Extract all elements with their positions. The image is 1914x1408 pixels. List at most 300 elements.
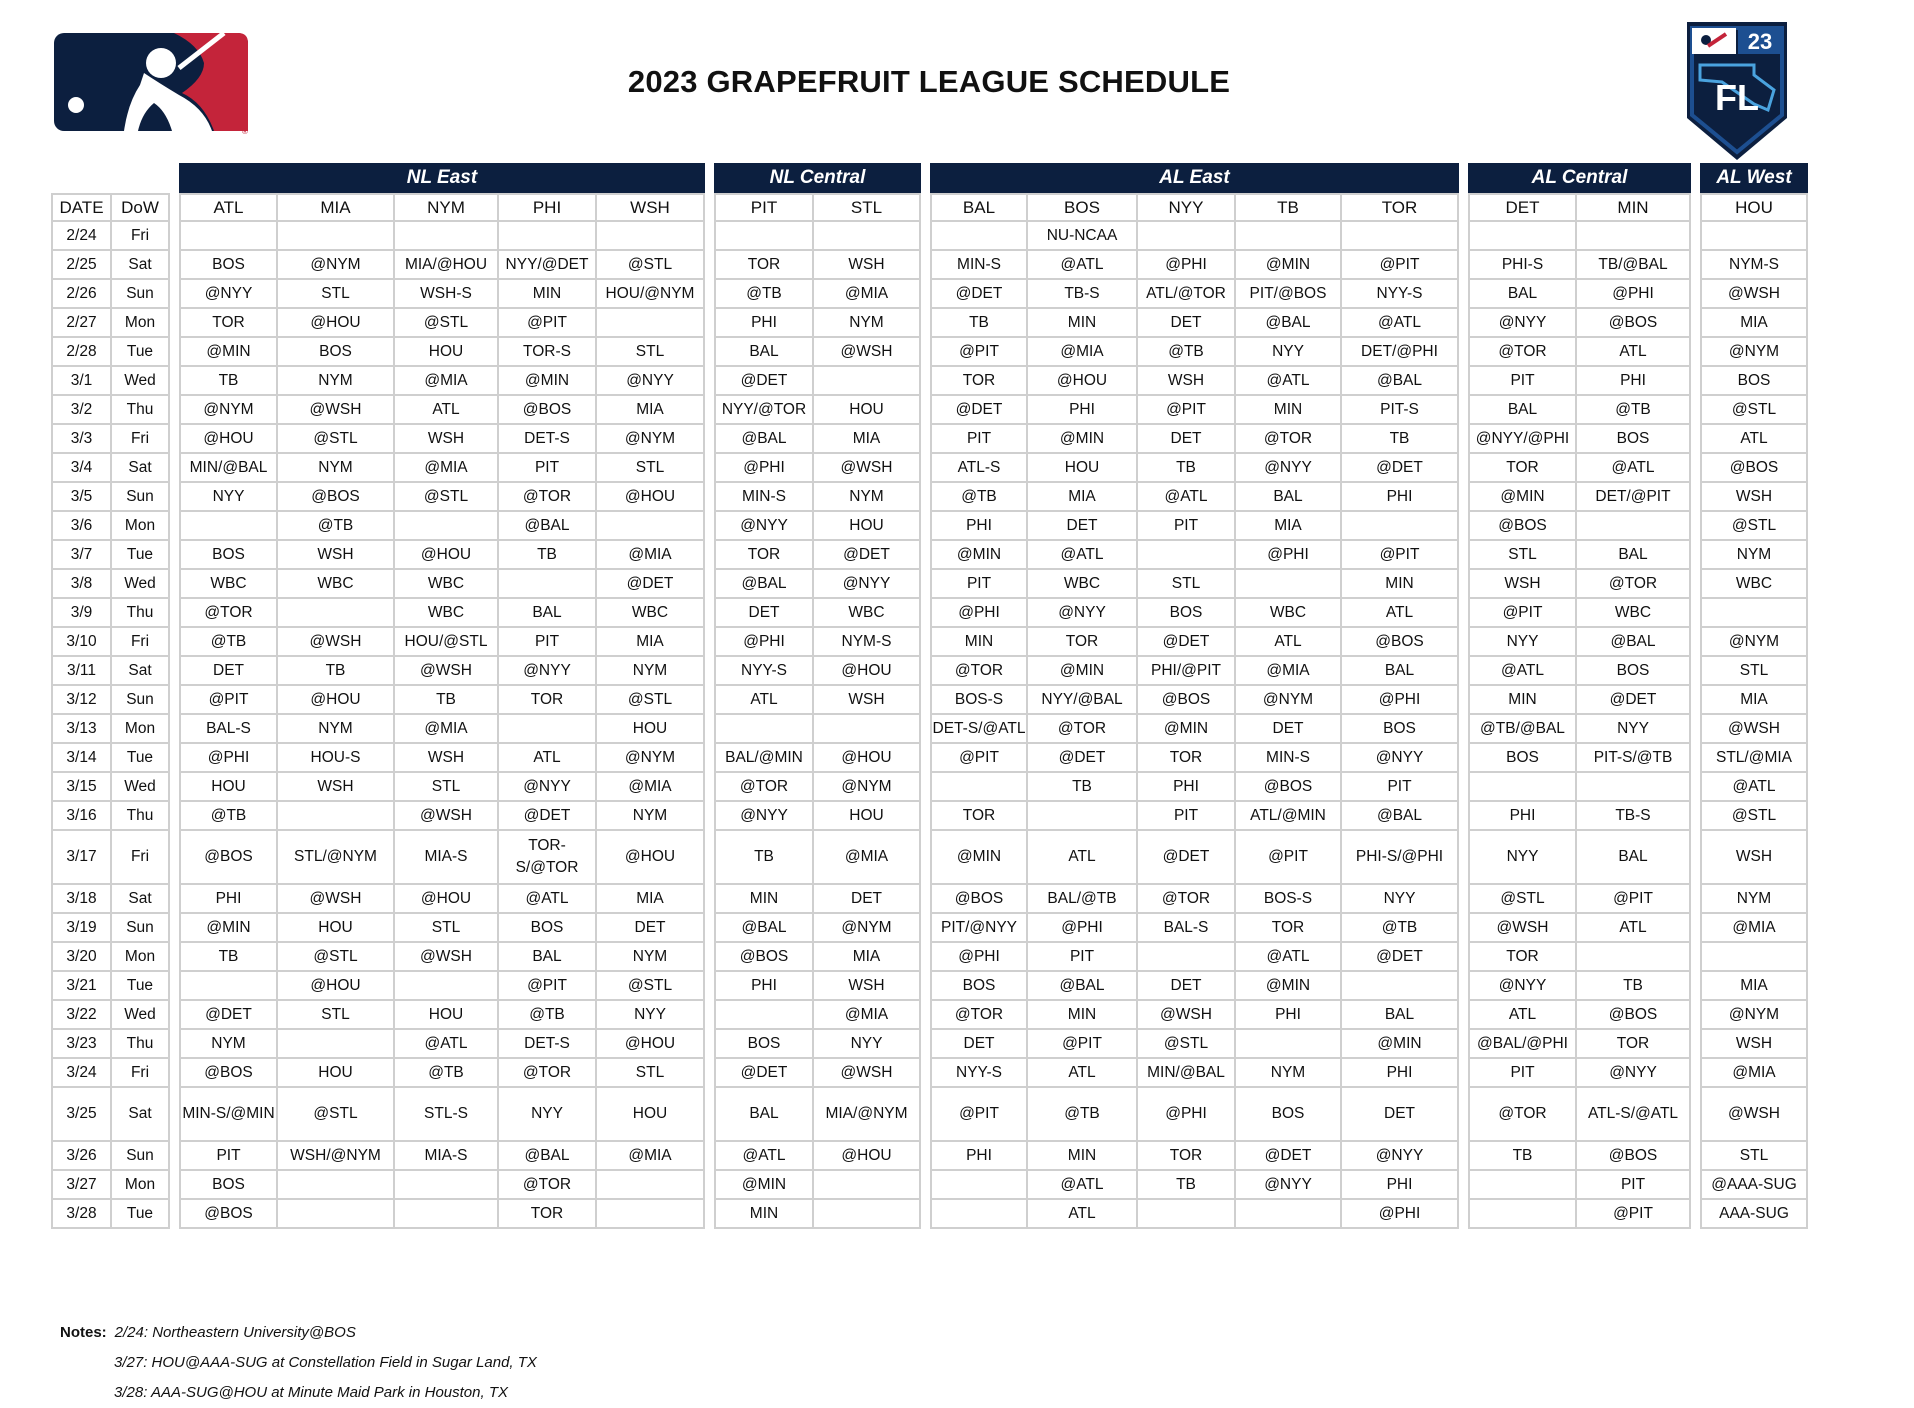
game-cell: MIN bbox=[1342, 570, 1459, 599]
game-cell: BOS-S bbox=[930, 686, 1028, 715]
game-cell: @PIT bbox=[1138, 396, 1236, 425]
game-cell: NYY bbox=[1342, 885, 1459, 914]
game-cell: TB bbox=[1138, 1171, 1236, 1200]
game-cell: MIN/@BAL bbox=[1138, 1059, 1236, 1088]
game-cell: MIN bbox=[714, 1200, 814, 1229]
game-cell: MIA bbox=[597, 396, 705, 425]
game-cell: NYM-S bbox=[814, 628, 921, 657]
game-cell: @TOR bbox=[1138, 885, 1236, 914]
schedule-row bbox=[51, 1171, 1808, 1200]
game-cell: MIN-S bbox=[1236, 744, 1342, 773]
game-cell: BAL bbox=[1468, 396, 1577, 425]
game-cell: @BOS bbox=[1577, 1001, 1691, 1030]
schedule-row bbox=[51, 885, 1808, 914]
game-cell: @MIN bbox=[1138, 715, 1236, 744]
game-cell: @ATL bbox=[1236, 943, 1342, 972]
game-cell: DET-S/@ATL bbox=[930, 715, 1028, 744]
game-cell: @HOU bbox=[278, 309, 395, 338]
game-cell: TB bbox=[1577, 972, 1691, 1001]
game-cell: PHI/@PIT bbox=[1138, 657, 1236, 686]
game-cell: @PHI bbox=[930, 599, 1028, 628]
game-cell: @NYM bbox=[597, 425, 705, 454]
date-cell: 3/27 bbox=[51, 1171, 112, 1200]
schedule-row bbox=[51, 251, 1808, 280]
game-cell: @BOS bbox=[1342, 628, 1459, 657]
game-cell: @STL bbox=[597, 686, 705, 715]
game-cell: @PIT bbox=[1577, 1200, 1691, 1229]
game-cell: TOR bbox=[1138, 1142, 1236, 1171]
game-cell: ATL bbox=[1577, 338, 1691, 367]
game-cell: WBC bbox=[597, 599, 705, 628]
division-header: AL West bbox=[1700, 163, 1808, 193]
game-cell: @BAL bbox=[499, 512, 597, 541]
game-cell: @NYM bbox=[278, 251, 395, 280]
game-cell: @ATL bbox=[499, 885, 597, 914]
schedule-row bbox=[51, 512, 1808, 541]
game-cell: @MIA bbox=[814, 280, 921, 309]
game-cell: MIA-S bbox=[395, 1142, 499, 1171]
game-cell: MIN-S bbox=[714, 483, 814, 512]
date-cell: 3/19 bbox=[51, 914, 112, 943]
date-cell: 3/6 bbox=[51, 512, 112, 541]
game-cell: MIN-S bbox=[930, 251, 1028, 280]
game-cell: @STL bbox=[597, 972, 705, 1001]
game-cell bbox=[395, 972, 499, 1001]
game-cell: PIT bbox=[499, 628, 597, 657]
game-cell: @BAL bbox=[714, 425, 814, 454]
game-cell: BAL bbox=[1342, 1001, 1459, 1030]
game-cell: @MIN bbox=[1028, 657, 1138, 686]
game-cell: @WSH bbox=[278, 885, 395, 914]
date-cell: 3/25 bbox=[51, 1088, 112, 1142]
schedule-row bbox=[51, 483, 1808, 512]
schedule-table bbox=[51, 163, 1808, 1229]
game-cell: @TOR bbox=[499, 1171, 597, 1200]
game-cell: @MIN bbox=[1236, 972, 1342, 1001]
dow-cell: Wed bbox=[112, 570, 170, 599]
game-cell: NYM-S bbox=[1700, 251, 1808, 280]
game-cell: @NYM bbox=[1700, 1001, 1808, 1030]
game-cell: HOU bbox=[395, 1001, 499, 1030]
game-cell: @NYM bbox=[814, 773, 921, 802]
game-cell: PHI bbox=[930, 512, 1028, 541]
game-cell: BOS bbox=[499, 914, 597, 943]
game-cell: PIT-S/@TB bbox=[1577, 744, 1691, 773]
dow-cell: Wed bbox=[112, 367, 170, 396]
game-cell: DET bbox=[597, 914, 705, 943]
game-cell: TB bbox=[179, 943, 278, 972]
game-cell: @NYY/@PHI bbox=[1468, 425, 1577, 454]
team-column-header: BAL bbox=[930, 193, 1028, 222]
note-line: 3/28: AAA-SUG@HOU at Minute Maid Park in Houston, TX bbox=[114, 1384, 508, 1401]
game-cell: @MIN bbox=[1342, 1030, 1459, 1059]
game-cell: @DET bbox=[1138, 628, 1236, 657]
game-cell: MIN bbox=[1028, 1001, 1138, 1030]
game-cell: @HOU bbox=[814, 744, 921, 773]
game-cell: @NYM bbox=[1700, 628, 1808, 657]
game-cell: STL bbox=[395, 773, 499, 802]
game-cell: @STL bbox=[1700, 396, 1808, 425]
game-cell: @TB bbox=[1577, 396, 1691, 425]
game-cell: BOS bbox=[1342, 715, 1459, 744]
dow-cell: Thu bbox=[112, 1030, 170, 1059]
game-cell: @BAL bbox=[714, 570, 814, 599]
game-cell: @PHI bbox=[930, 943, 1028, 972]
game-cell bbox=[1577, 222, 1691, 251]
game-cell: @STL bbox=[1138, 1030, 1236, 1059]
game-cell: BAL/@TB bbox=[1028, 885, 1138, 914]
date-cell: 2/24 bbox=[51, 222, 112, 251]
game-cell: @TB bbox=[1342, 914, 1459, 943]
division-header: AL Central bbox=[1468, 163, 1691, 193]
game-cell bbox=[930, 222, 1028, 251]
game-cell: @TB bbox=[1138, 338, 1236, 367]
game-cell: WSH bbox=[1138, 367, 1236, 396]
game-cell: PHI bbox=[1138, 773, 1236, 802]
game-cell: BAL bbox=[1577, 831, 1691, 885]
game-cell: BOS bbox=[1577, 425, 1691, 454]
game-cell: NU-NCAA bbox=[1028, 222, 1138, 251]
game-cell: @NYM bbox=[1700, 338, 1808, 367]
dow-cell: Fri bbox=[112, 831, 170, 885]
game-cell: @NYY bbox=[499, 657, 597, 686]
schedule-row bbox=[51, 773, 1808, 802]
game-cell: @MIN bbox=[179, 338, 278, 367]
team-column-header: TOR bbox=[1342, 193, 1459, 222]
game-cell: @ATL bbox=[395, 1030, 499, 1059]
game-cell: @STL bbox=[597, 251, 705, 280]
game-cell: NYM bbox=[1700, 541, 1808, 570]
game-cell: PIT bbox=[1138, 512, 1236, 541]
date-cell: 3/23 bbox=[51, 1030, 112, 1059]
game-cell: @PIT bbox=[930, 744, 1028, 773]
game-cell: ATL bbox=[1342, 599, 1459, 628]
page-title: 2023 GRAPEFRUIT LEAGUE SCHEDULE bbox=[627, 64, 1231, 99]
game-cell: ATL bbox=[1236, 628, 1342, 657]
dow-cell: Fri bbox=[112, 222, 170, 251]
game-cell bbox=[930, 1171, 1028, 1200]
game-cell: @TOR bbox=[714, 773, 814, 802]
game-cell: DET-S bbox=[499, 425, 597, 454]
game-cell bbox=[814, 222, 921, 251]
game-cell: DET/@PHI bbox=[1342, 338, 1459, 367]
game-cell: @ATL bbox=[1028, 541, 1138, 570]
game-cell: @HOU bbox=[597, 1030, 705, 1059]
game-cell: DET bbox=[179, 657, 278, 686]
game-cell: @NYY bbox=[179, 280, 278, 309]
team-column-header: NYM bbox=[395, 193, 499, 222]
game-cell: @NYY bbox=[1468, 309, 1577, 338]
game-cell bbox=[814, 367, 921, 396]
game-cell: @BOS bbox=[179, 831, 278, 885]
game-cell bbox=[179, 512, 278, 541]
game-cell: @PHI bbox=[1028, 914, 1138, 943]
game-cell: TB bbox=[179, 367, 278, 396]
game-cell: @NYY bbox=[714, 802, 814, 831]
game-cell: ATL-S/@ATL bbox=[1577, 1088, 1691, 1142]
game-cell: @BOS bbox=[1577, 309, 1691, 338]
game-cell: @DET bbox=[1342, 943, 1459, 972]
game-cell: ATL bbox=[714, 686, 814, 715]
game-cell: TB bbox=[1138, 454, 1236, 483]
dow-cell: Sat bbox=[112, 454, 170, 483]
game-cell: MIA bbox=[597, 628, 705, 657]
game-cell: ATL bbox=[1028, 1200, 1138, 1229]
game-cell: @NYY bbox=[1236, 1171, 1342, 1200]
game-cell: BAL/@MIN bbox=[714, 744, 814, 773]
date-cell: 3/24 bbox=[51, 1059, 112, 1088]
team-column-header: PIT bbox=[714, 193, 814, 222]
game-cell bbox=[597, 512, 705, 541]
game-cell bbox=[1577, 943, 1691, 972]
game-cell: NYY-S bbox=[930, 1059, 1028, 1088]
game-cell: TB bbox=[499, 541, 597, 570]
game-cell: @ATL bbox=[1236, 367, 1342, 396]
game-cell bbox=[930, 1200, 1028, 1229]
game-cell bbox=[597, 222, 705, 251]
date-cell: 3/10 bbox=[51, 628, 112, 657]
game-cell: PHI bbox=[714, 972, 814, 1001]
game-cell: PHI bbox=[1342, 1059, 1459, 1088]
game-cell: @PHI bbox=[1138, 251, 1236, 280]
game-cell: STL bbox=[597, 338, 705, 367]
game-cell: MIA/@NYM bbox=[814, 1088, 921, 1142]
game-cell: WSH-S bbox=[395, 280, 499, 309]
note-line: 2/24: Northeastern University@BOS bbox=[114, 1324, 356, 1341]
game-cell: @NYY bbox=[1028, 599, 1138, 628]
game-cell: ATL/@TOR bbox=[1138, 280, 1236, 309]
game-cell: @WSH bbox=[814, 1059, 921, 1088]
game-cell bbox=[1577, 512, 1691, 541]
game-cell: @NYY bbox=[1342, 1142, 1459, 1171]
date-cell: 3/1 bbox=[51, 367, 112, 396]
game-cell: HOU-S bbox=[278, 744, 395, 773]
game-cell: DET/@PIT bbox=[1577, 483, 1691, 512]
game-cell: @HOU bbox=[278, 972, 395, 1001]
game-cell: @HOU bbox=[179, 425, 278, 454]
dow-cell: Sun bbox=[112, 914, 170, 943]
game-cell: @DET bbox=[714, 367, 814, 396]
schedule-row bbox=[51, 338, 1808, 367]
game-cell bbox=[179, 222, 278, 251]
date-cell: 3/16 bbox=[51, 802, 112, 831]
game-cell: NYM bbox=[814, 309, 921, 338]
game-cell: @BOS bbox=[930, 885, 1028, 914]
game-cell: WSH bbox=[1700, 1030, 1808, 1059]
game-cell: ATL bbox=[499, 744, 597, 773]
game-cell: @TOR bbox=[1577, 570, 1691, 599]
game-cell bbox=[597, 1171, 705, 1200]
game-cell: @MIA bbox=[1028, 338, 1138, 367]
game-cell bbox=[1468, 1171, 1577, 1200]
game-cell bbox=[499, 222, 597, 251]
game-cell: STL-S bbox=[395, 1088, 499, 1142]
game-cell: @TOR bbox=[499, 1059, 597, 1088]
game-cell: @HOU bbox=[395, 541, 499, 570]
schedule-row bbox=[51, 972, 1808, 1001]
game-cell: @NYY bbox=[1468, 972, 1577, 1001]
dow-cell: Thu bbox=[112, 396, 170, 425]
game-cell: @TOR bbox=[499, 483, 597, 512]
game-cell: @MIA bbox=[597, 1142, 705, 1171]
game-cell: TOR bbox=[930, 367, 1028, 396]
game-cell: MIA bbox=[1028, 483, 1138, 512]
game-cell: STL bbox=[1700, 1142, 1808, 1171]
game-cell: @TOR bbox=[179, 599, 278, 628]
game-cell: NYM bbox=[597, 657, 705, 686]
game-cell: TOR bbox=[1468, 943, 1577, 972]
game-cell: BOS bbox=[1138, 599, 1236, 628]
game-cell: PHI bbox=[1236, 1001, 1342, 1030]
date-cell: 3/9 bbox=[51, 599, 112, 628]
game-cell: @TB bbox=[179, 628, 278, 657]
game-cell: @WSH bbox=[395, 657, 499, 686]
game-cell: STL bbox=[1468, 541, 1577, 570]
game-cell: PHI bbox=[1577, 367, 1691, 396]
game-cell bbox=[714, 1001, 814, 1030]
game-cell: TOR bbox=[1028, 628, 1138, 657]
game-cell: @PIT bbox=[1577, 885, 1691, 914]
game-cell: @NYM bbox=[1236, 686, 1342, 715]
game-cell: PHI bbox=[179, 885, 278, 914]
game-cell: @HOU bbox=[278, 686, 395, 715]
game-cell: PIT bbox=[1468, 1059, 1577, 1088]
game-cell: @PIT bbox=[1028, 1030, 1138, 1059]
game-cell: STL bbox=[278, 280, 395, 309]
game-cell: @HOU bbox=[814, 657, 921, 686]
game-cell: @BOS bbox=[499, 396, 597, 425]
game-cell: @WSH bbox=[1468, 914, 1577, 943]
game-cell: PHI bbox=[930, 1142, 1028, 1171]
game-cell: TB bbox=[714, 831, 814, 885]
date-cell: 3/21 bbox=[51, 972, 112, 1001]
game-cell: @AAA-SUG bbox=[1700, 1171, 1808, 1200]
game-cell: ATL bbox=[1700, 425, 1808, 454]
dow-cell: Tue bbox=[112, 1200, 170, 1229]
dow-cell: Sun bbox=[112, 280, 170, 309]
game-cell: @DET bbox=[499, 802, 597, 831]
game-cell bbox=[395, 1200, 499, 1229]
svg-text:®: ® bbox=[242, 127, 248, 135]
date-cell: 3/28 bbox=[51, 1200, 112, 1229]
game-cell: NYY-S bbox=[714, 657, 814, 686]
game-cell: STL bbox=[1700, 657, 1808, 686]
game-cell: WBC bbox=[395, 570, 499, 599]
game-cell: @NYY bbox=[1577, 1059, 1691, 1088]
game-cell: @ATL bbox=[1700, 773, 1808, 802]
schedule-row bbox=[51, 715, 1808, 744]
game-cell: @WSH bbox=[1700, 1088, 1808, 1142]
game-cell: @WSH bbox=[814, 338, 921, 367]
game-cell: MIA bbox=[1700, 309, 1808, 338]
game-cell: AAA-SUG bbox=[1700, 1200, 1808, 1229]
game-cell: TB bbox=[1028, 773, 1138, 802]
game-cell: @BOS bbox=[1577, 1142, 1691, 1171]
game-cell: HOU bbox=[814, 396, 921, 425]
game-cell: @STL bbox=[1700, 512, 1808, 541]
game-cell: TOR-S/@TOR bbox=[499, 831, 597, 885]
game-cell: HOU/@NYM bbox=[597, 280, 705, 309]
game-cell bbox=[1236, 570, 1342, 599]
game-cell: MIN bbox=[1028, 1142, 1138, 1171]
game-cell bbox=[814, 715, 921, 744]
date-cell: 3/20 bbox=[51, 943, 112, 972]
game-cell: PHI bbox=[1342, 483, 1459, 512]
game-cell: @NYY bbox=[499, 773, 597, 802]
schedule-row bbox=[51, 541, 1808, 570]
game-cell: NYY/@TOR bbox=[714, 396, 814, 425]
team-column-header: DET bbox=[1468, 193, 1577, 222]
game-cell: WBC bbox=[1577, 599, 1691, 628]
game-cell bbox=[1236, 222, 1342, 251]
game-cell: @HOU bbox=[814, 1142, 921, 1171]
game-cell bbox=[930, 773, 1028, 802]
date-cell: 3/7 bbox=[51, 541, 112, 570]
game-cell bbox=[1700, 599, 1808, 628]
game-cell: @TOR bbox=[1468, 1088, 1577, 1142]
game-cell: TB bbox=[1468, 1142, 1577, 1171]
game-cell: @STL bbox=[278, 425, 395, 454]
date-cell: 3/11 bbox=[51, 657, 112, 686]
game-cell bbox=[714, 715, 814, 744]
game-cell: @MIA bbox=[597, 773, 705, 802]
game-cell: @MIA bbox=[1236, 657, 1342, 686]
game-cell bbox=[1138, 943, 1236, 972]
game-cell: STL bbox=[278, 1001, 395, 1030]
game-cell: @TOR bbox=[930, 657, 1028, 686]
game-cell: PIT bbox=[499, 454, 597, 483]
game-cell: @DET bbox=[1342, 454, 1459, 483]
game-cell: WBC bbox=[814, 599, 921, 628]
game-cell bbox=[1138, 1200, 1236, 1229]
game-cell: @WSH bbox=[814, 454, 921, 483]
game-cell: @BAL bbox=[1236, 309, 1342, 338]
game-cell: TB bbox=[930, 309, 1028, 338]
game-cell: HOU/@STL bbox=[395, 628, 499, 657]
game-cell: ATL/@MIN bbox=[1236, 802, 1342, 831]
game-cell: NYM bbox=[597, 802, 705, 831]
game-cell: WSH bbox=[1700, 483, 1808, 512]
game-cell: @PIT bbox=[1342, 251, 1459, 280]
schedule-row bbox=[51, 1030, 1808, 1059]
game-cell: @BAL bbox=[1028, 972, 1138, 1001]
game-cell: BAL bbox=[499, 599, 597, 628]
schedule-row bbox=[51, 1142, 1808, 1171]
dow-cell: Fri bbox=[112, 425, 170, 454]
game-cell: HOU bbox=[1028, 454, 1138, 483]
schedule-row bbox=[51, 454, 1808, 483]
game-cell: PIT-S bbox=[1342, 396, 1459, 425]
game-cell: @PIT bbox=[1342, 541, 1459, 570]
game-cell: MIN-S/@MIN bbox=[179, 1088, 278, 1142]
game-cell: @NYM bbox=[179, 396, 278, 425]
game-cell bbox=[278, 599, 395, 628]
schedule-row bbox=[51, 744, 1808, 773]
game-cell: NYY bbox=[814, 1030, 921, 1059]
game-cell: PHI bbox=[1342, 1171, 1459, 1200]
game-cell: @MIN bbox=[499, 367, 597, 396]
game-cell bbox=[1468, 1200, 1577, 1229]
game-cell: @BOS bbox=[278, 483, 395, 512]
game-cell: TB bbox=[1342, 425, 1459, 454]
division-header: NL East bbox=[179, 163, 705, 193]
game-cell: MIA bbox=[814, 425, 921, 454]
game-cell bbox=[179, 972, 278, 1001]
game-cell: @STL bbox=[395, 483, 499, 512]
game-cell: WSH/@NYM bbox=[278, 1142, 395, 1171]
game-cell: ATL bbox=[1577, 914, 1691, 943]
game-cell: @STL bbox=[278, 1088, 395, 1142]
